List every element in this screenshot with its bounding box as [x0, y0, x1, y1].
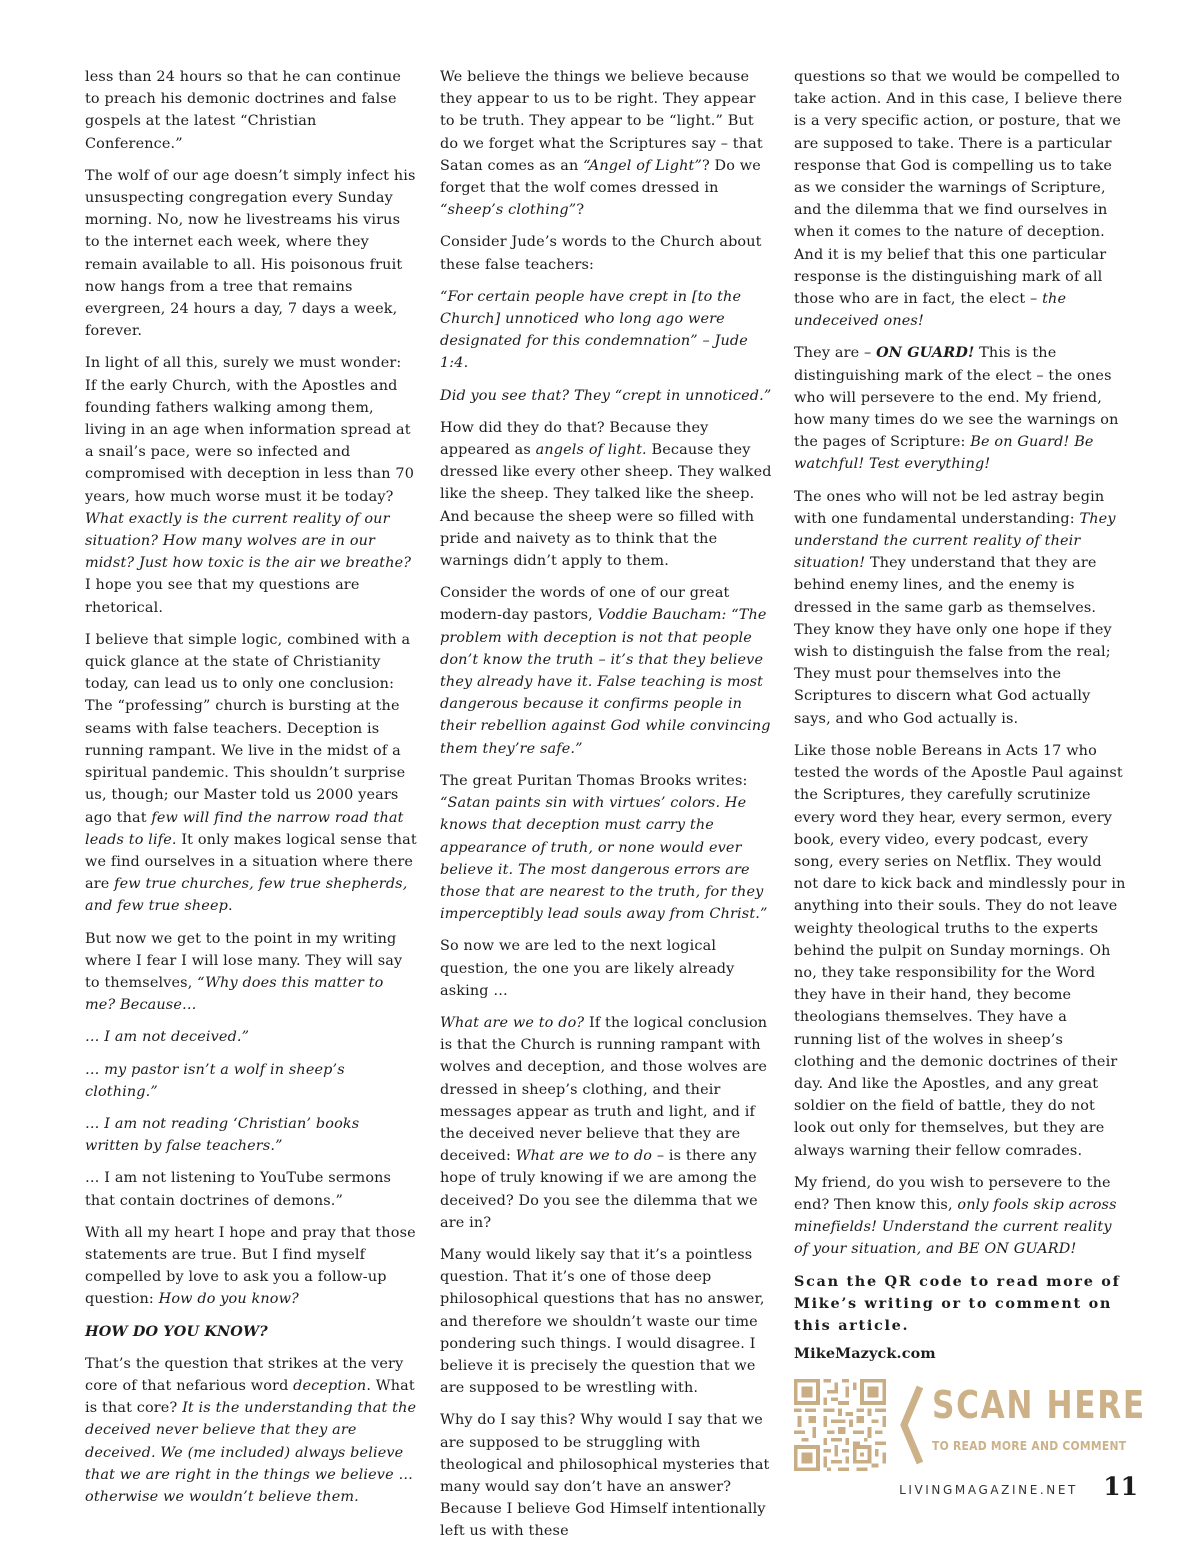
call-to-action: Scan the QR code to read more of Mike’s writing or to comment on this article. [794, 1272, 1121, 1334]
qr-code-icon[interactable] [794, 1379, 886, 1471]
paragraph: Why do I say this? Why would I say that we are supposed to be struggling with theological and philosophical mysteries that many would say don’t have an answer? Because I believe God Himself intentionally left us with these [440, 1412, 770, 1540]
text-run: questions so that we would be compelled to take action. And in this case, I believe there is a very specific action, or posture, that we are supposed to take. There is a particular response that God is compelling us to take as we consider the warnings of Scripture, and the dilemma that we find ourselves in when it comes to the nature of deception. And it is my belief that this one particular response is the distinguishing mark of all those who are in fact, the elect – [794, 69, 1123, 308]
paragraph: Consider Jude’s words to the Church about these false teachers: [440, 234, 762, 273]
italic-run: They understand the current reality of their situation! [794, 510, 1116, 572]
text-run: Consider the words of one of our great modern-day pastors, [440, 585, 730, 624]
italic-run: Be on Guard! Be watchful! Test everything! [794, 434, 1094, 473]
italic-run: Did you see that? They “crept in unnoticed.” [440, 387, 772, 404]
paragraph [85, 1026, 417, 1048]
italic-run: the undeceived ones! [794, 291, 1067, 330]
text-run: ? [576, 202, 585, 219]
paragraph: So now we are led to the next logical question, the one you are likely already asking … [440, 938, 735, 999]
text-run: . Because they dressed like every other sheep. They walked like the sheep. They talked like the sheep. And because the sheep were so filled with pride and naivety as to think that the warnings didn’t apply to them. [440, 442, 772, 570]
text-run: How did they do that? Because they appeared as [440, 419, 709, 459]
italic-run: Voddie Baucham: “The problem with deception is not that people don’t know the truth – it’s that they believe they already have it. False teaching is most dangerous because it confirms people in their rebellion against God while convincing them they’re safe.” [440, 607, 771, 757]
text-run: My friend, do you wish to persevere to the end? Then know this, [794, 1174, 1111, 1213]
italic-run: deception [293, 1377, 367, 1394]
text-run: The great Puritan Thomas Brooks writes: [440, 772, 748, 789]
paragraph: less than 24 hours so that he can continue to preach his demonic doctrines and false gospels at the latest “Christian Conference.” [85, 69, 402, 152]
paragraph [85, 928, 417, 1017]
text-run: . What is that core? [85, 1377, 415, 1417]
paragraph [794, 66, 1126, 332]
text-run: – is there any hope of truly knowing if we are among the deceived? Do you see the dilemma that we are in? [440, 1148, 758, 1231]
italic-run: What are we to do? [440, 1014, 585, 1031]
chevron-left-icon [898, 1381, 926, 1469]
paragraph [440, 1012, 772, 1234]
paragraph [440, 417, 772, 572]
italic-run: How do you know? [158, 1291, 299, 1308]
scan-here-title: SCAN HERE [932, 1383, 1146, 1428]
text-run: They understand that they are behind enemy lines, and the enemy is dressed in the same garb as themselves. They know they have only one hope if they wish to distinguish the false from the real; They must pour themselves into the Scriptures to discern what God actually says, and who God actually is. [794, 555, 1112, 727]
italic-run: … I am not deceived.” [85, 1029, 250, 1046]
magazine-website: LIVINGMAGAZINE.NET [899, 1483, 1078, 1497]
author-website-link[interactable]: MikeMazyck.com [794, 1345, 936, 1363]
qr-section [794, 1379, 1146, 1479]
article-column-1 [85, 66, 417, 1518]
italic-run: “Angel of Light” [583, 157, 702, 174]
text-run: I believe that simple logic, combined with a quick glance at the state of Christianity today, can lead us to only one conclusion: The “professing” church is bursting at the seams with false teachers. Deception is running rampant. We live in the midst of a spiritual pandemic. This shouldn’t surprise us, though; our Master told us 2000 years ago that [85, 631, 411, 826]
paragraph [440, 66, 772, 221]
italic-run: “Satan paints sin with virtues’ colors. He knows that deception must carry the appearance of truth, or none would ever believe it. The most dangerous errors are those that are nearest to the truth, for they imperceptibly lead souls away from Christ.” [440, 795, 768, 923]
text-run: . [228, 898, 233, 915]
italic-run: few true churches, few true shepherds, and few true sheep [85, 876, 408, 915]
paragraph [440, 385, 772, 407]
paragraph [440, 582, 772, 760]
italic-run: “Why does this matter to me? Because… [85, 974, 384, 1014]
text-run: If the logical conclusion is that the Church is running rampant with wolves and deception, and those wolves are dressed in sheep’s clothing, and their messages appear as truth and light, and if the deceived never believe that they are deceived: [440, 1014, 768, 1165]
italic-run: few will find the narrow road that leads to life [85, 809, 404, 848]
paragraph [794, 1172, 1126, 1261]
paragraph [85, 1113, 417, 1157]
page-number: 11 [1103, 1472, 1138, 1501]
italic-run: What exactly is the current reality of our situation? How many wolves are in our midst? Just how toxic is the air we breathe? [85, 510, 412, 572]
text-run: ? Do we forget that the wolf comes dressed in [440, 157, 761, 197]
text-run: With all my heart I hope and pray that those statements are true. But I find myself compelled by love to ask you a follow-up question: [85, 1224, 416, 1308]
paragraph [85, 629, 417, 918]
paragraph [794, 486, 1126, 730]
italic-run: … my pastor isn’t a wolf in sheep’s clothing.” [85, 1061, 345, 1100]
text-run: In light of all this, surely we must wonder: If the early Church, with the Apostles and founding fathers walking among them, living in an age when information spread at a snail’s pace, were so infected and compromised with deception in less than 70 years, how much worse must it be today? [85, 355, 415, 505]
article-column-3 [794, 66, 1146, 1479]
text-run: But now we get to the point in my writing where I fear I will lose many. They will say to themselves, [85, 930, 403, 991]
paragraph: … I am not listening to YouTube sermons that contain doctrines of demons.” [85, 1170, 392, 1209]
italic-run: only fools skip across minefields! Understand the current reality of your situation, and BE ON GUARD! [794, 1196, 1117, 1258]
paragraph [440, 770, 772, 925]
text-run: The ones who will not be led astray begin with one fundamental understanding: [794, 488, 1105, 527]
scan-here-subtitle: TO READ MORE AND COMMENT [932, 1438, 1127, 1454]
italic-run: “For certain people have crept in [to the Church] unnoticed who long ago were designated for this condemnation” – Jude 1:4. [440, 288, 748, 372]
paragraph: Many would likely say that it’s a pointless question. That it’s one of those deep philosophical questions that has no answer, and therefore we shouldn’t waste our time pondering such things. I would disagree. I believe it is precisely the question that we are supposed to be wrestling with. [440, 1246, 765, 1397]
italic-run: It is the understanding that the deceived never believe that they are deceived. We (me included) always believe that we are right in the things we believe … otherwise we wouldn’t believe them. [85, 1400, 417, 1505]
section-heading: HOW DO YOU KNOW? [85, 1322, 268, 1340]
text-run: We believe the things we believe because they appear to us to be right. They appear to be truth. They appear to be “light.” But do we forget what the Scriptures say – that Satan comes as an [440, 69, 763, 174]
paragraph [85, 1353, 417, 1508]
text-run: They are – [794, 345, 877, 362]
paragraph: The wolf of our age doesn’t simply infect his unsuspecting congregation every Sunday morning. No, now he livestreams his virus to the internet each week, where they remain available to all. His poisonous fruit now hangs from a tree that remains evergreen, 24 hours a day, 7 days a week, forever. [85, 167, 416, 340]
italic-run: … I am not reading ‘Christian’ books written by false teachers.” [85, 1115, 360, 1155]
quote [440, 286, 772, 375]
italic-run: “sheep’s clothing” [440, 202, 577, 219]
text-run: I hope you see that my questions are rhetorical. [85, 577, 360, 616]
paragraph: Like those noble Bereans in Acts 17 who tested the words of the Apostle Paul against the Scriptures, they carefully scrutinize every word they hear, every sermon, every book, every video, every podcast, every song, every series on Netflix. They would not dare to kick back and mindlessly pour in anything into their souls. They do not leave weighty theological truths to the experts behind the pulpit on Sunday mornings. Oh no, they take responsibility for the Word they have in their hand, they become theologians themselves. They have a running list of the wolves in sheep’s clothing and the demonic doctrines of their day. And like the Apostles, and any great soldier on the field of battle, they do not look out only for themselves, but they are always warning their fellow comrades. [794, 742, 1126, 1159]
scan-here-banner [898, 1381, 1146, 1469]
bold-italic-run: ON GUARD! [876, 344, 975, 362]
paragraph [85, 1059, 417, 1103]
italic-run: angels of light [535, 442, 643, 459]
paragraph [794, 342, 1126, 475]
paragraph [85, 352, 417, 618]
italic-run: What are we to do [515, 1148, 653, 1165]
article-column-2 [440, 66, 772, 1553]
text-run: This is the distinguishing mark of the elect – the ones who will persevere to the end. My friend, how many times do we see the warnings on the pages of Scripture: [794, 345, 1119, 451]
text-run: . It only makes logical sense that we find ourselves in a situation where there are [85, 831, 417, 893]
text-run: That’s the question that strikes at the very core of that nefarious word [85, 1355, 404, 1394]
paragraph [85, 1222, 417, 1311]
